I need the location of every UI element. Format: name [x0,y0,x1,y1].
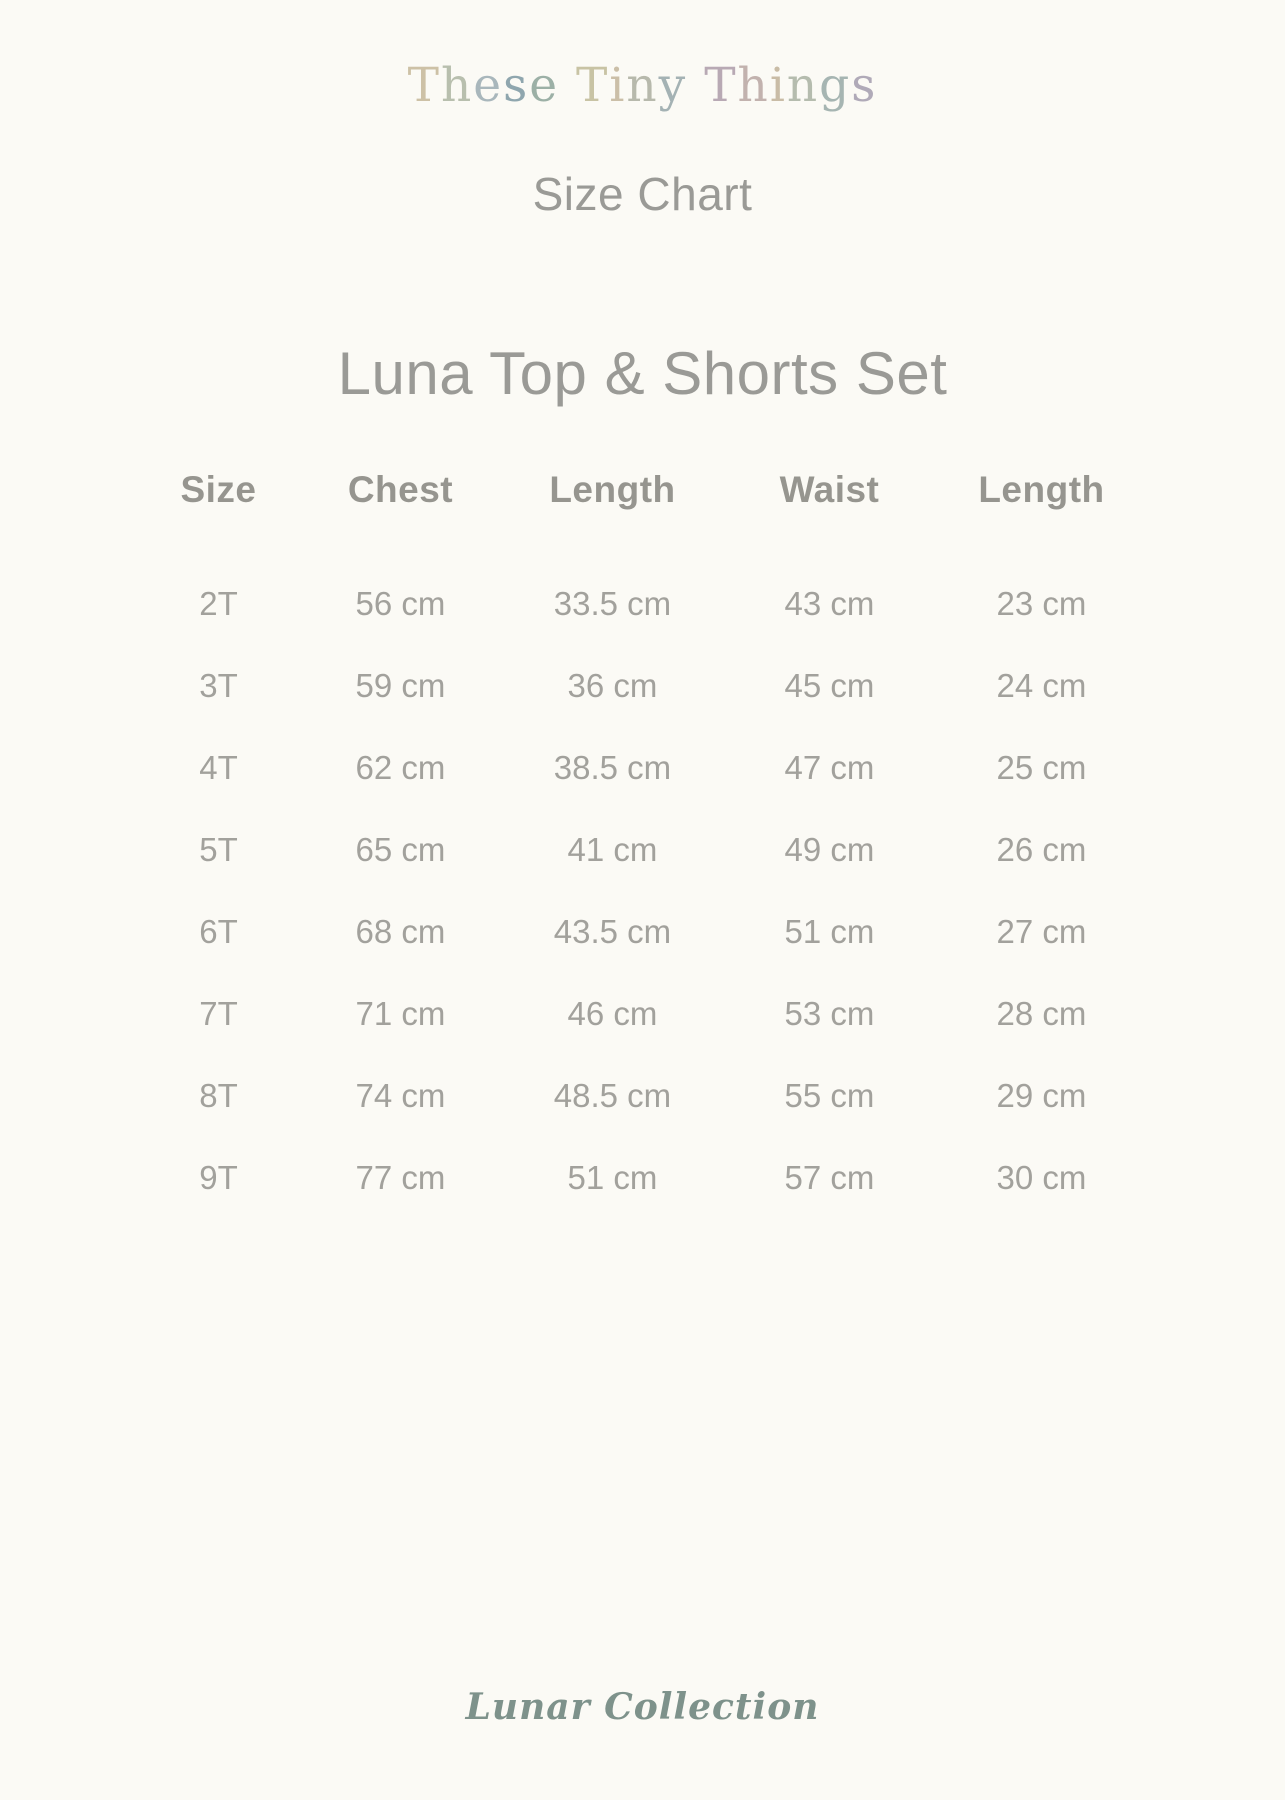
cell-measurement: 24 cm [996,667,1087,704]
cell-measurement: 65 cm [355,831,446,868]
table-header-row [138,468,1148,563]
cell-measurement: 53 cm [784,995,875,1032]
cell-size: 3T [199,667,238,704]
cell-measurement: 43.5 cm [553,913,672,950]
cell-measurement: 57 cm [784,1159,875,1196]
cell-measurement: 68 cm [355,913,446,950]
table-row [138,973,1148,1055]
cell-measurement: 29 cm [996,1077,1087,1114]
table-row [138,1055,1148,1137]
table-row [138,645,1148,727]
table-body [138,563,1148,1219]
cell-size: 5T [199,831,238,868]
cell-size: 7T [199,995,238,1032]
footer [0,1686,1285,1728]
brand-letter: T [407,58,441,113]
cell-measurement: 38.5 cm [553,749,672,786]
cell-measurement: 74 cm [355,1077,446,1114]
brand-letter: h [737,58,770,113]
brand-letter: y [658,58,688,113]
table-row [138,563,1148,645]
page-subtitle: Size Chart [532,168,753,220]
cell-measurement: 62 cm [355,749,446,786]
cell-measurement: 26 cm [996,831,1087,868]
size-measurements-table [138,468,1148,1219]
cell-measurement: 25 cm [996,749,1087,786]
brand-letter: n [786,58,820,113]
column-header-chest: Chest [347,469,454,510]
cell-size: 2T [199,585,238,622]
brand-letter: n [626,58,659,113]
brand-wordmark [407,58,878,113]
brand-letter: e [473,58,504,113]
cell-measurement: 46 cm [567,995,658,1032]
cell-measurement: 47 cm [784,749,875,786]
table-row [138,727,1148,809]
cell-measurement: 45 cm [784,667,875,704]
column-header-shorts-length: Length [978,469,1105,510]
cell-measurement: 77 cm [355,1159,446,1196]
cell-measurement: 27 cm [996,913,1087,950]
cell-measurement: 23 cm [996,585,1087,622]
cell-size: 4T [199,749,238,786]
table-row [138,891,1148,973]
cell-measurement: 55 cm [784,1077,875,1114]
brand-letter [559,62,576,109]
brand-letter: T [575,58,610,113]
cell-size: 6T [199,913,238,950]
cell-measurement: 59 cm [355,667,446,704]
column-header-waist: Waist [779,469,880,510]
cell-measurement: 48.5 cm [553,1077,672,1114]
brand-letter: s [503,58,530,113]
brand-letter: s [851,58,878,113]
column-header-size: Size [180,469,257,510]
cell-measurement: 41 cm [567,831,658,868]
cell-measurement: 71 cm [355,995,446,1032]
table-row [138,1137,1148,1219]
cell-measurement: 30 cm [996,1159,1087,1196]
cell-measurement: 36 cm [567,667,658,704]
brand-letter: h [440,58,474,113]
brand-letter: e [529,58,560,113]
brand-letter: i [769,58,787,113]
cell-measurement: 49 cm [784,831,875,868]
table-head [138,468,1148,563]
brand-letter [687,62,704,109]
page-title: Luna Top & Shorts Set [337,340,948,407]
collection-name: Lunar Collection [465,1686,820,1728]
brand-letter: i [609,58,627,113]
cell-measurement: 43 cm [784,585,875,622]
cell-measurement: 51 cm [567,1159,658,1196]
column-header-top-length: Length [549,469,676,510]
table-row [138,809,1148,891]
cell-measurement: 28 cm [996,995,1087,1032]
cell-measurement: 51 cm [784,913,875,950]
cell-size: 9T [199,1159,238,1196]
brand-letter: T [704,58,738,113]
cell-measurement: 33.5 cm [553,585,672,622]
cell-size: 8T [199,1077,238,1114]
brand-letter: g [819,58,852,113]
cell-measurement: 56 cm [355,585,446,622]
